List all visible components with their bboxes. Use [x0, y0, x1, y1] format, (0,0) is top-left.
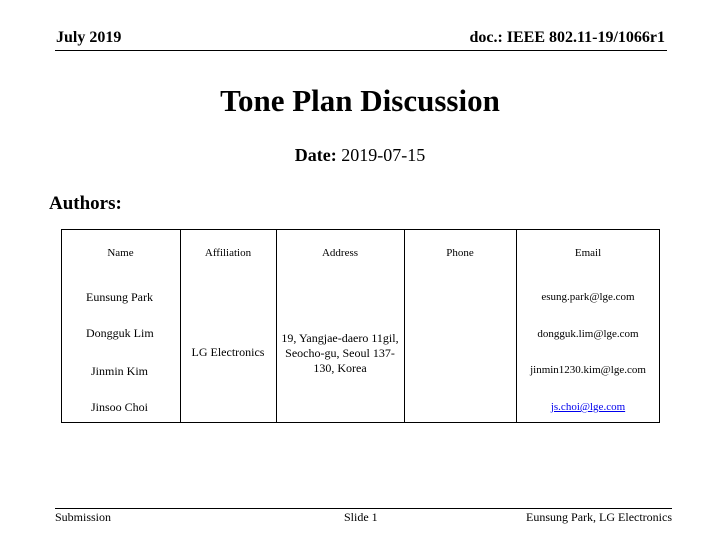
author-name: Dongguk Lim — [86, 326, 154, 340]
column-header-address: Address — [321, 247, 359, 259]
date-line — [0, 145, 720, 166]
date-label: Date: — [294, 145, 337, 165]
address-line: Seocho-gu, Seoul 137- — [285, 346, 395, 360]
column-header-affiliation: Affiliation — [204, 247, 252, 259]
header-date: July 2019 — [56, 29, 122, 46]
header-divider — [55, 50, 667, 51]
address-line: 130, Korea — [313, 361, 367, 375]
column-header-phone: Phone — [446, 247, 474, 259]
author-name: Eunsung Park — [86, 290, 153, 304]
author-name: Jinsoo Choi — [91, 400, 149, 414]
address-line: 19, Yangjae-daero 11gil, — [281, 331, 399, 345]
authors-heading: Authors: — [49, 193, 122, 214]
footer-divider — [55, 508, 672, 509]
author-email-link[interactable]: js.choi@lge.com — [550, 401, 626, 413]
author-email: esung.park@lge.com — [541, 291, 635, 303]
footer-author: Eunsung Park, LG Electronics — [526, 510, 672, 524]
author-name: Jinmin Kim — [91, 364, 149, 378]
header-doc-id: doc.: IEEE 802.11-19/1066r1 — [469, 29, 665, 46]
footer-slide-number: Slide 1 — [344, 510, 378, 524]
author-affiliation: LG Electronics — [191, 345, 265, 359]
column-header-name: Name — [107, 247, 134, 259]
slide-title: Tone Plan Discussion — [220, 83, 500, 118]
author-email: dongguk.lim@lge.com — [537, 328, 639, 340]
author-email: jinmin1230.kim@lge.com — [530, 364, 646, 376]
author-address — [276, 331, 404, 376]
date-value: 2019-07-15 — [341, 145, 426, 165]
author-email-wrap — [516, 401, 660, 413]
column-header-email: Email — [574, 247, 602, 259]
footer-submission: Submission — [55, 510, 112, 524]
